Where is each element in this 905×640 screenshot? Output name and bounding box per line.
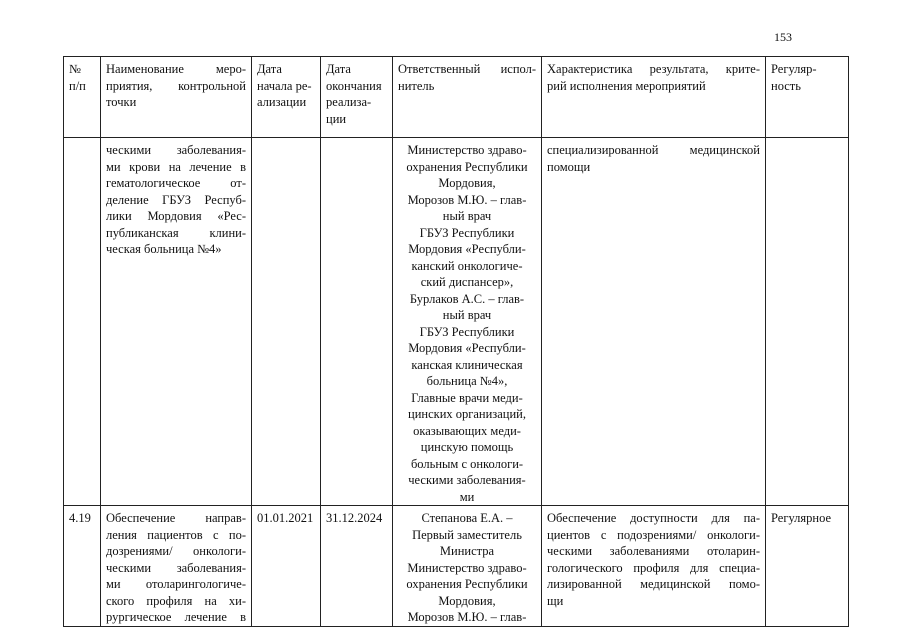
start-date-cell bbox=[252, 138, 321, 506]
page-number: 153 bbox=[774, 30, 792, 44]
table-row bbox=[64, 138, 849, 506]
header-name: Наименование меро- приятия, контрольной точки bbox=[101, 57, 252, 138]
regularity-cell bbox=[766, 138, 849, 506]
header-end-date: Дата окончания реализа- ции bbox=[321, 57, 393, 138]
regularity-cell: Регулярное bbox=[766, 506, 849, 627]
header-responsible: Ответственный испол- нитель bbox=[393, 57, 542, 138]
characteristic-cell: специализированной медицинской помощи bbox=[542, 138, 766, 506]
row-number-cell: 4.19 bbox=[64, 506, 101, 627]
header-characteristic: Характеристика результата, крите- рий исполнения мероприятий bbox=[542, 57, 766, 138]
header-start-date: Дата начала ре- ализации bbox=[252, 57, 321, 138]
header-num: № п/п bbox=[64, 57, 101, 138]
activity-name-cell: Обеспечение направ- ления пациентов с по- дозрениями/ онкологи- ческими заболевания- ми отоларингологиче- ского профиля на хи- рургическое лечение в bbox=[101, 506, 252, 627]
start-date-cell: 01.01.2021 bbox=[252, 506, 321, 627]
header-regularity: Регуляр- ность bbox=[766, 57, 849, 138]
activity-name-cell: ческими заболевания- ми крови на лечение в гематологическое от- деление ГБУЗ Респуб- лики Мордовия «Рес- публиканская клини- ческая больница №4» bbox=[101, 138, 252, 506]
responsible-cell: Степанова Е.А. – Первый заместитель Министра Министерство здраво- охранения Республики Мордовия, Морозов М.Ю. – глав- bbox=[393, 506, 542, 627]
characteristic-cell: Обеспечение доступности для па- циентов с подозрениями/ онкологи- ческими заболеваниями отоларин- гологического профиля для специа- лизированной медицинской помо- щи bbox=[542, 506, 766, 627]
table-header-row bbox=[64, 57, 849, 138]
end-date-cell bbox=[321, 138, 393, 506]
end-date-cell: 31.12.2024 bbox=[321, 506, 393, 627]
activities-table bbox=[63, 56, 849, 627]
responsible-cell: Министерство здраво- охранения Республики Мордовия, Морозов М.Ю. – глав- ный врач ГБУЗ Республики Мордовия «Республи- канский онкологиче- ский диспансер», Бурлаков А.С. – глав- ный врач ГБУЗ Республики Мордовия «Республи- канская клиническая больница №4», Главные врачи меди- цинских организаций, оказывающих меди- цинскую помощь больным с онкологи- ческими заболевания- ми bbox=[393, 138, 542, 506]
row-number-cell bbox=[64, 138, 101, 506]
table-row bbox=[64, 506, 849, 627]
